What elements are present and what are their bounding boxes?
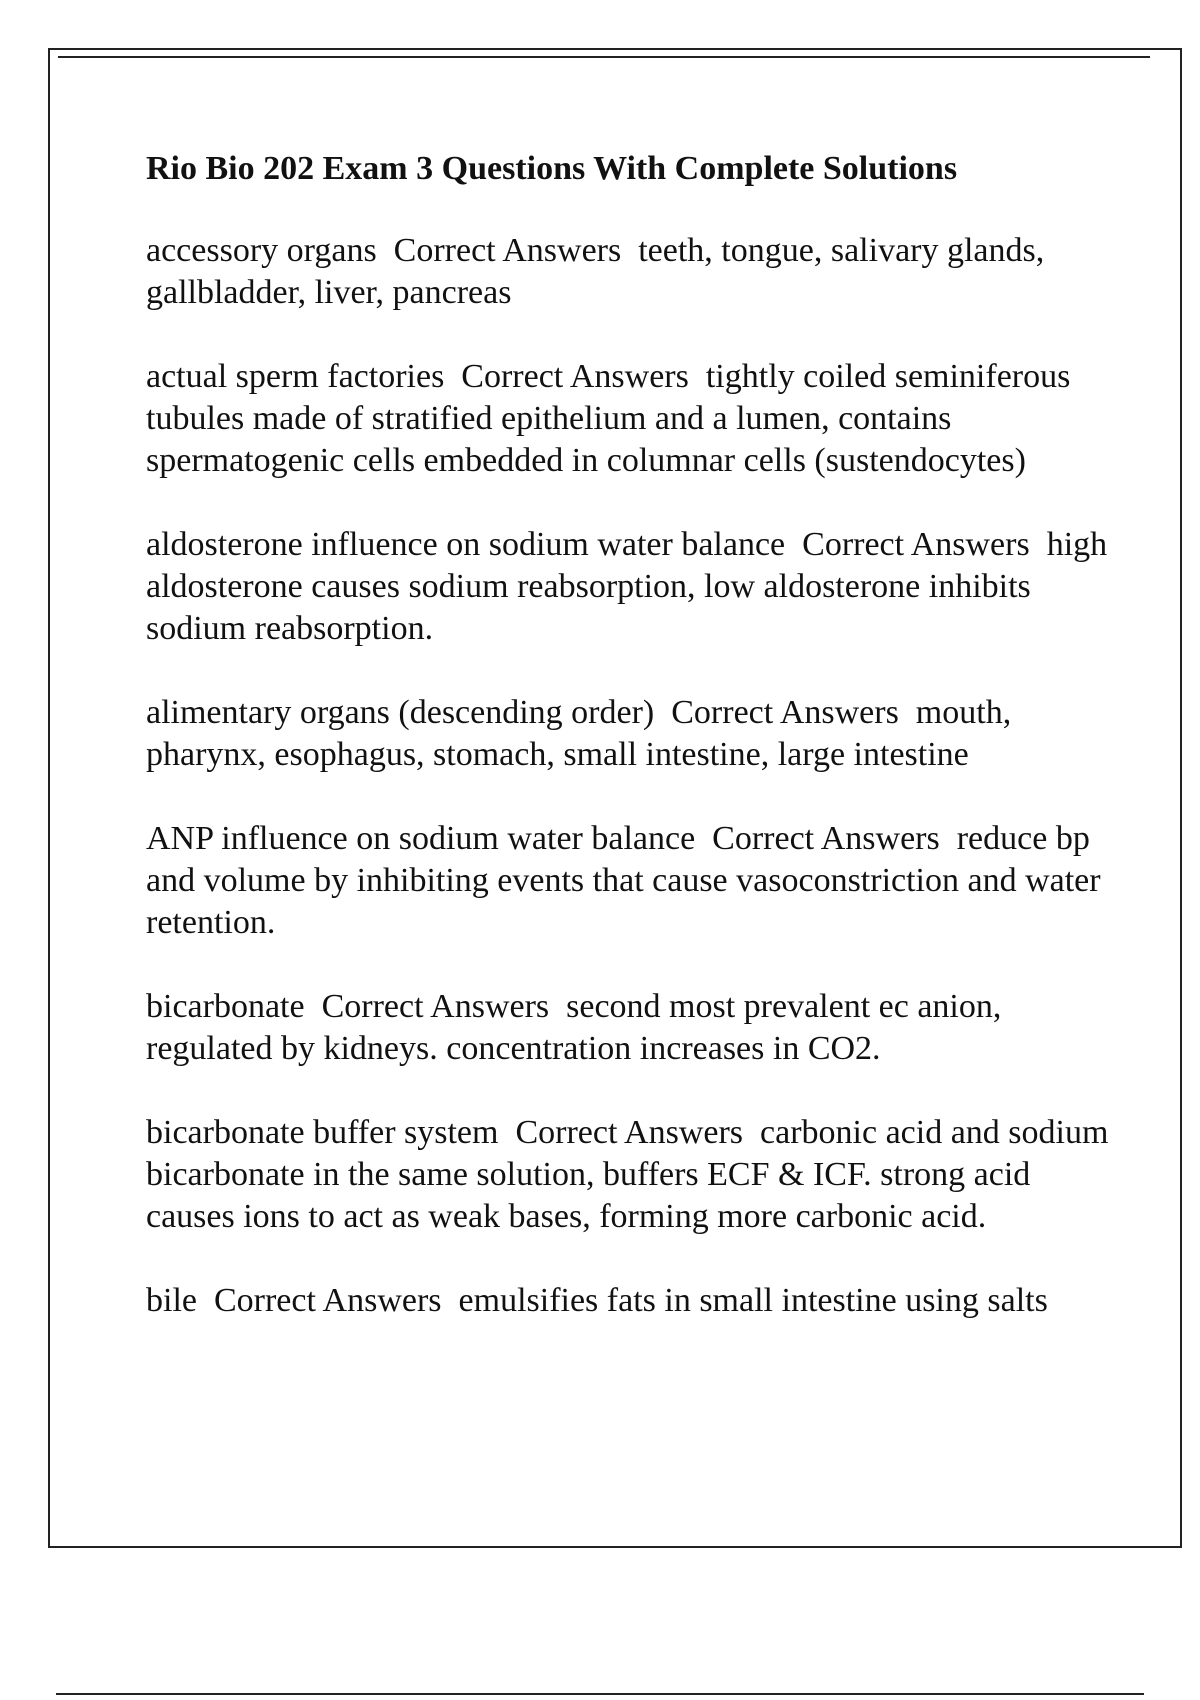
qa-entry-accessory-organs: accessory organs Correct Answers teeth, tongue, salivary glands, gallbladder, liver, pancreas [146,232,1053,311]
qa-entry-bile: bile Correct Answers emulsifies fats in small intestine using salts [146,1282,1048,1319]
qa-entry-aldosterone: aldosterone influence on sodium water balance Correct Answers high aldosterone causes sodium reabsorption, low aldosterone inhibits sodium reabsorption. [146,526,1116,647]
qa-entry-bicarbonate: bicarbonate Correct Answers second most prevalent ec anion, regulated by kidneys. concentration increases in CO2. [146,988,1010,1067]
document-content [146,148,1126,1364]
qa-entry-anp: ANP influence on sodium water balance Correct Answers reduce bp and volume by inhibiting events that cause vasoconstriction and water retention. [146,820,1110,941]
top-rule [58,56,1150,58]
qa-entry-bicarbonate-buffer-system: bicarbonate buffer system Correct Answers carbonic acid and sodium bicarbonate in the same solution, buffers ECF & ICF. strong acid causes ions to act as weak bases, forming more carbonic acid. [146,1114,1117,1235]
bottom-rule [56,1693,1144,1695]
document-title: Rio Bio 202 Exam 3 Questions With Complete Solutions [146,150,958,187]
qa-entry-alimentary-organs: alimentary organs (descending order) Correct Answers mouth, pharynx, esophagus, stomach, small intestine, large intestine [146,694,1020,773]
page-frame [48,48,1182,1548]
qa-entry-actual-sperm-factories: actual sperm factories Correct Answers tightly coiled seminiferous tubules made of stratified epithelium and a lumen, contains spermatogenic cells embedded in columnar cells (sustendocytes) [146,358,1079,479]
